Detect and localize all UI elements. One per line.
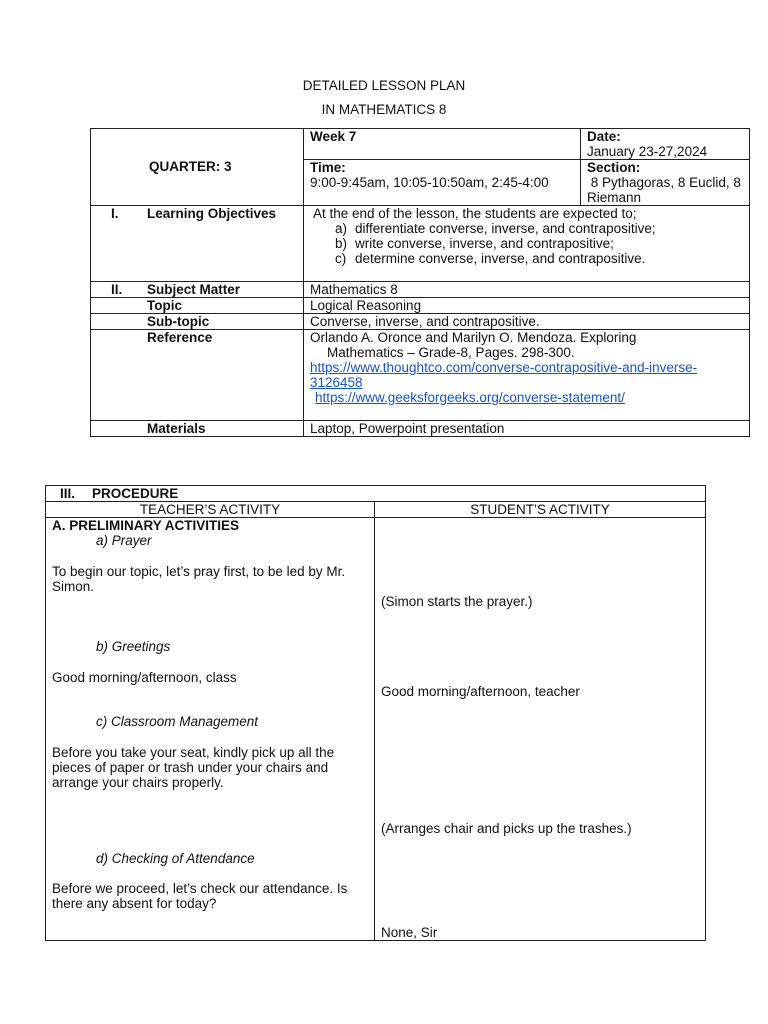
prayer-title: a) Prayer: [96, 533, 152, 548]
document-subtitle: IN MATHEMATICS 8: [321, 102, 447, 117]
section-cell: [581, 160, 750, 206]
reference-line-2: Mathematics – Grade-8, Pages. 298-300.: [327, 345, 575, 360]
week-label: Week 7: [304, 129, 581, 160]
teacher-activity-column: [46, 518, 375, 941]
topic-label-cell: [91, 298, 304, 314]
procedure-heading: [46, 486, 706, 502]
attendance-teacher-text: Before we proceed, let’s check our attendance. Is there any absent for today?: [52, 881, 348, 911]
time-label: Time:: [310, 160, 346, 175]
attendance-title: d) Checking of Attendance: [96, 851, 255, 866]
subtopic-label: Sub-topic: [147, 314, 210, 329]
objective-text: determine converse, inverse, and contrapositive.: [355, 251, 646, 266]
objective-item: [335, 251, 743, 266]
procedure-label: PROCEDURE: [92, 486, 179, 501]
teacher-activity-header: TEACHER’S ACTIVITY: [46, 502, 375, 518]
prayer-student-text: (Simon starts the prayer.): [381, 594, 533, 609]
materials-label-cell: [91, 421, 304, 437]
management-title: c) Classroom Management: [96, 714, 259, 729]
greetings-student-text: Good morning/afternoon, teacher: [381, 684, 580, 699]
subject-label: Subject Matter: [147, 282, 241, 297]
section-label: Section:: [587, 160, 641, 175]
subtopic-value: Converse, inverse, and contrapositive.: [304, 314, 750, 330]
greetings-teacher-text: Good morning/afternoon, class: [52, 670, 237, 685]
subject-number: II.: [111, 282, 123, 297]
subtopic-label-cell: [91, 314, 304, 330]
document-title: DETAILED LESSON PLAN: [302, 78, 466, 93]
student-activity-header: STUDENT’S ACTIVITY: [375, 502, 706, 518]
attendance-student-text: None, Sir: [381, 925, 438, 940]
prayer-teacher-text: To begin our topic, let’s pray first, to be led by Mr. Simon.: [52, 564, 346, 594]
subject-heading: [91, 282, 304, 298]
procedure-table: [45, 485, 706, 941]
objectives-intro: At the end of the lesson, the students are expected to;: [313, 206, 637, 221]
objective-marker: c): [335, 251, 347, 266]
objectives-cell: [304, 206, 750, 282]
topic-value: Logical Reasoning: [304, 298, 750, 314]
objective-item: [335, 221, 743, 236]
section-value: 8 Pythagoras, 8 Euclid, 8 Riemann: [587, 175, 745, 205]
date-value: January 23-27,2024: [587, 144, 708, 159]
reference-cell: [304, 330, 750, 421]
objective-marker: a): [335, 221, 348, 236]
objectives-list: [313, 221, 743, 266]
topic-label: Topic: [147, 298, 182, 313]
quarter-label: QUARTER: 3: [91, 129, 304, 206]
procedure-number: III.: [60, 486, 76, 501]
objectives-heading: [91, 206, 304, 282]
time-cell: [304, 160, 581, 206]
objective-text: differentiate converse, inverse, and contrapositive;: [355, 221, 656, 236]
date-label: Date:: [587, 129, 621, 144]
management-teacher-text: Before you take your seat, kindly pick up all the pieces of paper or trash under your chairs and arrange your chairs properly.: [52, 745, 335, 790]
greetings-title: b) Greetings: [96, 639, 171, 654]
reference-link-thoughtco[interactable]: https://www.thoughtco.com/converse-contrapositive-and-inverse-3126458: [310, 360, 698, 390]
reference-label: Reference: [147, 330, 213, 345]
time-value: 9:00-9:45am, 10:05-10:50am, 2:45-4:00: [310, 175, 549, 190]
date-cell: [581, 129, 750, 160]
preliminary-activities-heading: A. PRELIMINARY ACTIVITIES: [52, 518, 240, 533]
reference-link-geeksforgeeks[interactable]: https://www.geeksforgeeks.org/converse-statement/: [315, 390, 625, 405]
materials-value: Laptop, Powerpoint presentation: [304, 421, 750, 437]
lesson-info-table: [90, 128, 750, 437]
objectives-number: I.: [111, 206, 119, 221]
objective-marker: b): [335, 236, 348, 251]
materials-label: Materials: [147, 421, 206, 436]
subject-value: Mathematics 8: [304, 282, 750, 298]
reference-label-cell: [91, 330, 304, 421]
objective-item: [335, 236, 743, 251]
student-activity-column: [375, 518, 706, 941]
objective-text: write converse, inverse, and contrapositive;: [355, 236, 614, 251]
management-student-text: (Arranges chair and picks up the trashes.): [381, 821, 632, 836]
reference-line-1: Orlando A. Oronce and Marilyn O. Mendoza. Exploring: [310, 330, 637, 345]
objectives-label: Learning Objectives: [147, 206, 277, 221]
